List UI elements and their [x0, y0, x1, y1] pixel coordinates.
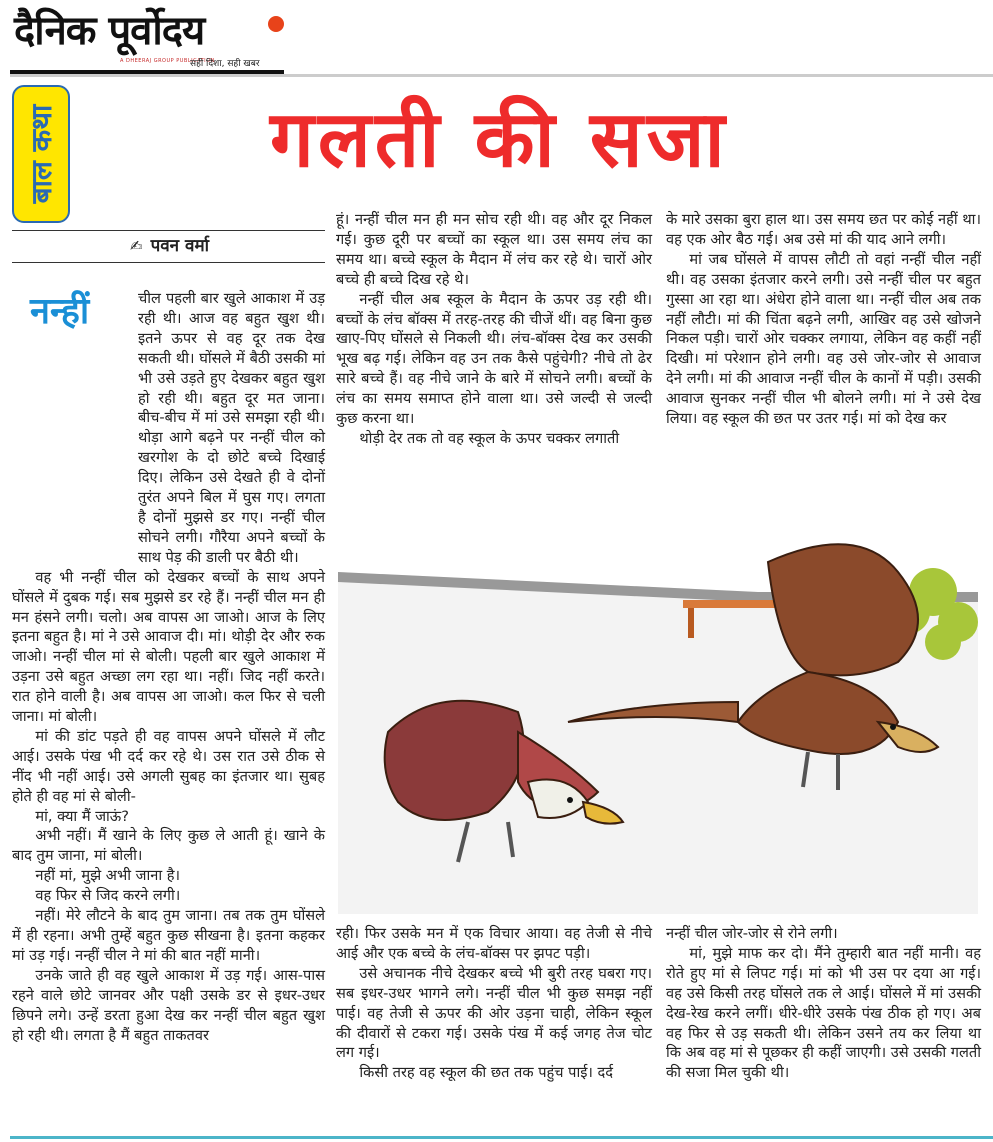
- paragraph: किसी तरह वह स्कूल की छत तक पहुंच पाई। दर्द: [359, 1064, 614, 1082]
- paragraph: उनके जाते ही वह खुले आकाश में उड़ गई। आस-पास रहने वाले छोटे जानवर और पक्षी उसके डर से इधर-उधर छिपने लगे। उन्हें डरता हुआ देख कर नन्हीं चील बहुत खुश हो रही थी। लगता है मैं बहुत ताकतवर: [12, 966, 325, 1044]
- paragraph: नहीं मां, मुझे अभी जाना है।: [35, 867, 181, 885]
- paragraph: नन्हीं चील अब स्कूल के मैदान के ऊपर उड़ रही थी। बच्चों के लंच बॉक्स में तरह-तरह की चीजें थीं। वह बिना कुछ खाए-पिए घोंसले से निकली थी। लंच-बॉक्स देख कर उसकी भूख बढ़ गई। लेकिन वह उन तक कैसे पहुंचेगी? नीचे तो ढेर सारे बच्चे हैं। वह नीचे जाने के बारे में सोचने लगी। बच्चों के लंच का समय समाप्त होने वाला था। उसे जल्दी से जल्दी कुछ करना था।: [336, 290, 652, 428]
- paragraph: वह भी नन्हीं चील को देखकर बच्चों के साथ अपने घोंसले में दुबक गई। सब मुझसे डर रहे हैं। नन्हीं चील मन ही मन हंसने लगी। चलो। अब वापस आ जाओ। आज के लिए इतना बहुत है। मां ने उसे आवाज दी। मां। थोड़ी देर और रुक जाओ। नन्हीं चील मां से बोली। पहली बार खुले आकाश में उड़ना उसे बहुत अच्छा लग रहा था। नहीं। जिद नहीं करते। रात होने वाली है। अब वापस आ जाओ। कल फिर से चली जाना। मां बोली।: [12, 568, 325, 726]
- paragraph: वह फिर से जिद करने लगी।: [35, 887, 181, 905]
- column-3-top: [666, 210, 981, 429]
- column-3-bottom: [666, 924, 981, 1083]
- dropcap-word: नन्हीं: [30, 291, 90, 332]
- paragraph: मां की डांट पड़ते ही वह वापस अपने घोंसले में लौट आई। उसके पंख भी दर्द कर रहे थे। उस रात उसे ठीक से नींद भी नहीं आई। उसे अगली सुबह का इंतजार था। सुबह होते ही वह मां से बोली-: [12, 727, 325, 805]
- masthead: [10, 6, 285, 70]
- byline-rule-bottom: [12, 262, 325, 263]
- masthead-dot-icon: [268, 16, 284, 32]
- story-headline: गलती की सजा: [270, 95, 729, 185]
- column-2-top: [336, 210, 652, 449]
- pen-icon: ✍: [130, 237, 143, 255]
- masthead-title: दैनिक पूर्वोदय: [14, 8, 205, 54]
- paragraph: रही। फिर उसके मन में एक विचार आया। वह तेजी से नीचे आई और एक बच्चे के लंच-बॉक्स पर झपट पड़ी।: [336, 925, 652, 962]
- paragraph: थोड़ी देर तक तो वह स्कूल के ऊपर चक्कर लगाती: [359, 429, 620, 447]
- paragraph: नन्हीं चील जोर-जोर से रोने लगी।: [666, 925, 838, 942]
- section-badge-label: बाल कथा: [25, 104, 58, 204]
- paragraph: नहीं। मेरे लौटने के बाद तुम जाना। तब तक तुम घोंसले में ही रहना। अभी तुम्हें बहुत कुछ सीखना है। इतना कहकर मां उड़ गई। नन्हीं चील ने मां की बात नहीं मानी।: [12, 907, 325, 964]
- paragraph: के मारे उसका बुरा हाल था। उस समय छत पर कोई नहीं था। वह एक ओर बैठ गई। अब उसे मां की याद आने लगी।: [666, 211, 981, 248]
- paragraph: हूं। नन्हीं चील मन ही मन सोच रही थी। वह और दूर निकल गई। कुछ दूरी पर बच्चों का स्कूल था। उस समय लंच का समय था। बच्चे स्कूल के मैदान में लंच कर रहे थे। चारों ओर बच्चे ही बच्चे दिख रहे थे।: [336, 211, 652, 288]
- column-1: [12, 289, 325, 1045]
- paragraph: मां जब घोंसले में वापस लौटी तो वहां नन्हीं चील नहीं थी। वह उसका इंतजार करने लगी। उसे नन्हीं चील पर बहुत गुस्सा आ रहा था। अंधेरा होने वाला था। नन्हीं चील अब तक नहीं लौटी। मां की चिंता बढ़ने लगी, आखिर वह उसे खोजने निकल पड़ी। चारों ओर चक्कर लगाया, लेकिन वह कहीं नहीं दिखी। मां परेशान होने लगी। वह उसे जोर-जोर से आवाज देने लगी। मां की आवाज नन्हीं चील के कानों में पड़ी। उसकी आवाज सुनकर नन्हीं चील भी बोलने लगी। मां ने उसे देख लिया। वह स्कूल की छत पर उतर गई। मां को देख कर: [666, 250, 981, 428]
- byline-rule-top: [12, 230, 325, 231]
- eagles-illustration: [338, 532, 978, 914]
- page-bottom-rule: [10, 1136, 993, 1139]
- masthead-tagline: सही दिशा, सही खबर: [190, 59, 260, 69]
- paragraph: चील पहली बार खुले आकाश में उड़ रही थी। आज वह बहुत खुश थी। इतने ऊपर से वह दूर तक देख सकती थी। घोंसले में बैठी उसकी मां भी उसे उड़ते हुए देखकर बहुत खुश हो रही थी। बहुत दूर मत जाना। बीच-बीच में मां उसे समझा रही थी। थोड़ा आगे बढ़ने पर नन्हीं चील को खरगोश के दो छोटे बच्चे दिखाई दिए। लेकिन उसे देखते ही वे दोनों तुरंत अपने बिल में घुस गए। लगता है दोनों मुझसे डर गए। नन्हीं चील सोचने लगी। गौरैया अपने बच्चों के साथ पेड़ की डाली पर बैठी थी।: [138, 290, 325, 566]
- bench-leg: [688, 608, 694, 638]
- column-2-bottom: [336, 924, 652, 1083]
- byline: [130, 234, 209, 258]
- paragraph: मां, क्या मैं जाऊं?: [35, 807, 130, 825]
- byline-author: पवन वर्मा: [150, 236, 210, 256]
- masthead-publisher: A DHEERAJ GROUP PUBLICATION: [120, 58, 215, 64]
- paragraph: अभी नहीं। मैं खाने के लिए कुछ ले आती हूं। खाने के बाद तुम जाना, मां बोली।: [12, 827, 325, 865]
- page-top-rule: [10, 74, 993, 77]
- paragraph: उसे अचानक नीचे देखकर बच्चे भी बुरी तरह घबरा गए। सब इधर-उधर भागने लगे। नन्हीं चील भी कुछ समझ नहीं पाई। वह तेजी से ऊपर की ओर उड़ना चाही, लेकिन स्कूल की दीवारों से टकरा गई। उसके पंख में कई जगह तेज चोट लग गई।: [336, 964, 652, 1062]
- paragraph: मां, मुझे माफ कर दो। मैंने तुम्हारी बात नहीं मानी। वह रोते हुए मां से लिपट गई। मां को भी उस पर दया आ गई। वह उसे किसी तरह घोंसले तक ले आई। घोंसले में मां उसकी देख-रेख करने लगीं। धीरे-धीरे उसके पंख ठीक हो गए। अब वह फिर से उड़ सकती थी। लेकिन उसने तय कर लिया था कि अब वह मां से पूछकर ही कहीं जाएगी। उसे उसकी गलती की सजा मिल चुकी थी।: [666, 944, 981, 1082]
- section-badge: [12, 85, 70, 223]
